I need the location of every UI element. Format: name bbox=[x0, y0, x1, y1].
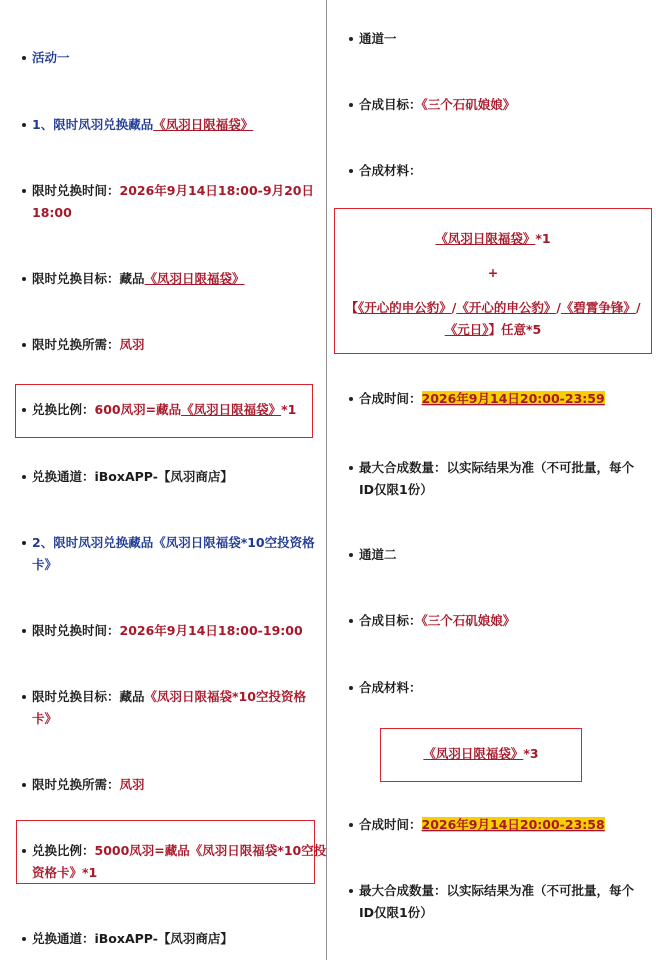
bullet-icon bbox=[22, 475, 26, 479]
section2-need: 限时兑换所需：凤羽 bbox=[22, 774, 145, 796]
channel1-material-label: 合成材料： bbox=[349, 160, 422, 182]
section1-title-link[interactable]: 《凤羽日限福袋》 bbox=[153, 117, 254, 132]
bullet-icon bbox=[22, 629, 26, 633]
channel1-max-cont: ID仅限1份） bbox=[359, 482, 433, 497]
section1-channel: 兑换通道：iBoxAPP-【凤羽商店】 bbox=[22, 466, 233, 488]
bullet-icon bbox=[22, 277, 26, 281]
section1-ratio: 兑换比例：600凤羽=藏品《凤羽日限福袋》*1 bbox=[22, 399, 296, 421]
bullet-icon bbox=[349, 397, 353, 401]
bullet-icon bbox=[22, 123, 26, 127]
column-divider bbox=[326, 0, 327, 960]
bullet-icon bbox=[22, 695, 26, 699]
bullet-icon bbox=[22, 849, 26, 853]
channel1-title: 通道一 bbox=[349, 28, 397, 50]
bullet-icon bbox=[22, 343, 26, 347]
option-link[interactable]: 《开心的申公豹》 bbox=[357, 300, 452, 315]
bullet-icon bbox=[349, 686, 353, 690]
plus-sign: + bbox=[487, 265, 499, 280]
bullet-icon bbox=[22, 189, 26, 193]
section2-time: 限时兑换时间：2026年9月14日18:00-19:00 bbox=[22, 620, 303, 642]
channel1-material-options: 【《开心的申公豹》/《开心的申公豹》/《碧霄争锋》/ bbox=[345, 300, 641, 315]
bullet-icon bbox=[349, 169, 353, 173]
bullet-icon bbox=[22, 541, 26, 545]
channel2-time: 合成时间：2026年9月14日20:00-23:58 bbox=[349, 814, 605, 836]
bullet-icon bbox=[349, 889, 353, 893]
channel1-target: 合成目标：《三个石矶娘娘》 bbox=[349, 94, 515, 116]
bullet-icon bbox=[22, 783, 26, 787]
section2-ratio-cont: 资格卡》*1 bbox=[32, 865, 98, 880]
bullet-icon bbox=[22, 408, 26, 412]
section2-target-cont: 卡》 bbox=[32, 711, 58, 726]
channel2-title: 通道二 bbox=[349, 544, 397, 566]
option-link[interactable]: 《元日》 bbox=[444, 322, 489, 337]
channel1-material-options-cont: 《元日》】任意*5 bbox=[444, 322, 542, 337]
section2-title-cont: 卡》 bbox=[32, 557, 58, 572]
section2-target: 限时兑换目标：藏品《凤羽日限福袋*10空投资格 bbox=[22, 686, 306, 708]
section1-time: 限时兑换时间：2026年9月14日18:00-9月20日 bbox=[22, 180, 314, 202]
channel1-max: 最大合成数量：以实际结果为准（不可批量，每个 bbox=[349, 457, 634, 479]
activity-title: 活动一 bbox=[22, 47, 70, 69]
section2-title: 2、限时凤羽兑换藏品《凤羽日限福袋*10空投资格 bbox=[22, 532, 315, 554]
channel2-target: 合成目标：《三个石矶娘娘》 bbox=[349, 610, 515, 632]
bullet-icon bbox=[22, 937, 26, 941]
bullet-icon bbox=[349, 103, 353, 107]
section1-time-cont: 18:00 bbox=[32, 205, 72, 220]
bullet-icon bbox=[349, 619, 353, 623]
material-link[interactable]: 《凤羽日限福袋》 bbox=[435, 231, 536, 246]
section1-target-link[interactable]: 《凤羽日限福袋》 bbox=[144, 271, 245, 286]
section2-channel: 兑换通道：iBoxAPP-【凤羽商店】 bbox=[22, 928, 233, 950]
bullet-icon bbox=[349, 466, 353, 470]
bullet-icon bbox=[22, 56, 26, 60]
option-link[interactable]: 《开心的申公豹》 bbox=[456, 300, 557, 315]
channel2-max-cont: ID仅限1份） bbox=[359, 905, 433, 920]
material-link[interactable]: 《凤羽日限福袋》 bbox=[423, 746, 524, 761]
section2-ratio: 兑换比例：5000凤羽=藏品《凤羽日限福袋*10空投 bbox=[22, 840, 326, 862]
bullet-icon bbox=[349, 823, 353, 827]
channel2-material-1: 《凤羽日限福袋》*3 bbox=[423, 746, 539, 761]
channel2-material-label: 合成材料： bbox=[349, 677, 422, 699]
section1-need: 限时兑换所需：凤羽 bbox=[22, 334, 145, 356]
bullet-icon bbox=[349, 553, 353, 557]
section1-target: 限时兑换目标：藏品《凤羽日限福袋》 bbox=[22, 268, 245, 290]
channel2-max: 最大合成数量：以实际结果为准（不可批量，每个 bbox=[349, 880, 634, 902]
option-link[interactable]: 《碧霄争锋》 bbox=[560, 300, 636, 315]
channel1-time: 合成时间：2026年9月14日20:00-23:59 bbox=[349, 388, 605, 410]
section1-title: 1、限时凤羽兑换藏品《凤羽日限福袋》 bbox=[22, 114, 253, 136]
channel1-material-1: 《凤羽日限福袋》*1 bbox=[435, 231, 551, 246]
bullet-icon bbox=[349, 37, 353, 41]
section1-ratio-link[interactable]: 《凤羽日限福袋》 bbox=[181, 402, 282, 417]
